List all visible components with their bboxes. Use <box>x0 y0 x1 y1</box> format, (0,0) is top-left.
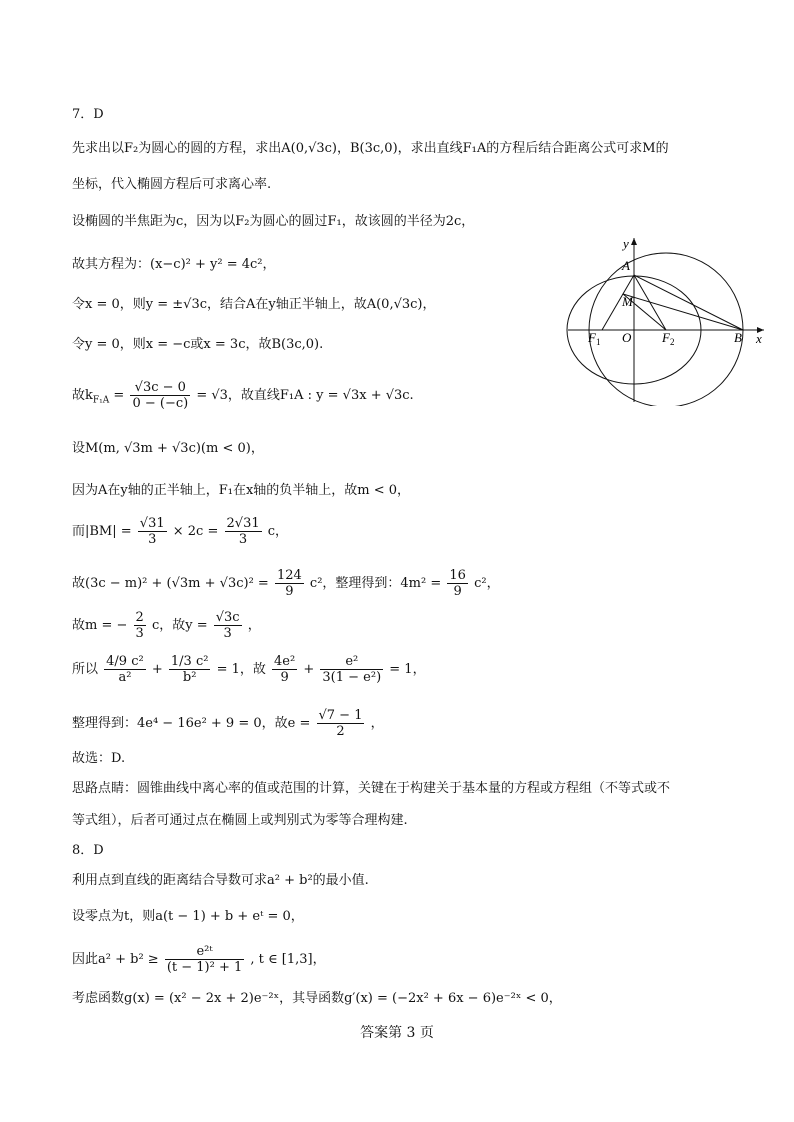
eq11-denominator-1: a² <box>118 670 132 685</box>
page-footer: 答案第 3 页 <box>360 1025 434 1041</box>
eq11-denominator-2: b² <box>182 670 197 685</box>
bm-fraction-2 <box>225 516 262 547</box>
problem7-tip-1: 思路点睛：圆锥曲线中离心率的值或范围的计算，关键在于构建关于基本量的方程或方程组（不等式或不 <box>72 781 671 796</box>
eq11-denominator-4: 3(1 − e²) <box>322 670 382 685</box>
eq11-fraction-2 <box>169 654 211 685</box>
bm-fraction-1 <box>138 516 167 547</box>
bm-post: c， <box>267 524 289 539</box>
bm-numerator-1: √31 <box>139 516 165 531</box>
eq11-fraction-4 <box>320 654 383 685</box>
problem7-step-12 <box>72 708 384 739</box>
eq11-numerator-2: 1/3 c² <box>170 654 209 669</box>
eq10-pre: 故m = − <box>72 618 128 633</box>
label-a: A <box>622 258 630 273</box>
slope-denominator: 0 − (−c) <box>132 396 189 411</box>
problem7-step-9 <box>72 568 500 599</box>
label-b: B <box>734 330 742 345</box>
label-f1 <box>587 330 600 347</box>
eq10-denominator-2: 3 <box>223 626 232 641</box>
eq9-numerator-2: 16 <box>449 568 466 583</box>
label-x: x <box>756 331 762 346</box>
label-o: O <box>622 330 632 345</box>
problem8-heading: 8．D <box>72 843 104 858</box>
eq9-fraction-1 <box>275 568 304 599</box>
problem7-intro-1: 先求出以F₂为圆心的圆的方程，求出A(0,√3c)，B(3c,0)，求出直线F₁A的方程后结合距离公式可求M的 <box>72 141 669 156</box>
eq11-pre: 所以 <box>72 662 99 677</box>
eq11-fraction-3 <box>272 654 297 685</box>
problem7-answer: 故选：D. <box>72 751 126 766</box>
ineq-fraction <box>165 944 244 975</box>
label-f2-letter: F <box>662 330 670 345</box>
eq11-mid: = 1，故 <box>216 662 266 677</box>
eq9-mid: c²，整理得到：4m² = <box>309 576 442 591</box>
problem8-step-1: 设零点为t，则a(t − 1) + b + eᵗ = 0， <box>72 909 304 924</box>
label-m: M <box>622 294 633 309</box>
eq11-post: = 1， <box>389 662 426 677</box>
problem7-step-5 <box>72 380 414 411</box>
eq10-fraction-1 <box>134 610 146 641</box>
eq9-pre: 故(3c − m)² + (√3m + √3c)² = <box>72 576 269 591</box>
eq9-denominator-2: 9 <box>453 584 462 599</box>
problem7-tip-2: 等式组），后者可通过点在椭圆上或判别式为零等合理构建. <box>72 813 408 828</box>
y-axis-arrow <box>631 238 637 245</box>
eq11-plus-2: + <box>303 662 315 677</box>
eq12-fraction <box>317 708 365 739</box>
eq9-post: c²， <box>474 576 500 591</box>
eq12-denominator: 2 <box>336 724 345 739</box>
eq11-plus: + <box>151 662 163 677</box>
eq10-post: ， <box>247 618 261 633</box>
problem7-heading: 7．D <box>72 107 104 122</box>
label-f1-letter: F <box>588 330 596 345</box>
slope-numerator: √3c − 0 <box>130 380 190 396</box>
problem7-intro-2: 坐标，代入椭圆方程后可求离心率. <box>72 177 272 192</box>
slope-subscript: F₁A <box>92 395 110 406</box>
eq10-denominator-1: 3 <box>135 626 144 641</box>
eq10-numerator-2: √3c <box>215 610 240 625</box>
problem8-step-3: 考虑函数g(x) = (x² − 2x + 2)e⁻²ˣ，其导函数g′(x) = (−2x² + 6x − 6)e⁻²ˣ < 0， <box>72 991 562 1006</box>
bm-label: 而|BM| = <box>72 524 132 539</box>
bm-denominator-2: 3 <box>238 532 248 547</box>
eq11-numerator-1: 4/9 c² <box>106 654 144 669</box>
slope-label: 故k <box>72 388 93 403</box>
ineq-denominator: (t − 1)² + 1 <box>166 960 243 975</box>
eq9-numerator-1: 124 <box>276 568 302 583</box>
problem7-step-7: 因为A在y轴的正半轴上，F₁在x轴的负半轴上，故m < 0， <box>72 483 411 498</box>
eq11-fraction-1 <box>104 654 146 685</box>
eq12-pre: 整理得到：4e⁴ − 16e² + 9 = 0，故e = <box>72 716 311 731</box>
label-y: y <box>623 236 629 251</box>
eq10-mid: c，故y = <box>151 618 208 633</box>
eq12-numerator: √7 − 1 <box>318 708 363 723</box>
eq12-post: ， <box>370 716 384 731</box>
problem8-step-2 <box>72 944 326 975</box>
slope-eq: = <box>113 388 125 403</box>
problem7-step-2: 故其方程为：(x−c)² + y² = 4c²， <box>72 257 276 272</box>
label-f1-sub: 1 <box>595 337 601 347</box>
label-f2-sub: 2 <box>669 337 675 347</box>
eq9-fraction-2 <box>447 568 468 599</box>
eq11-numerator-3: 4e² <box>274 654 296 669</box>
eq10-fraction-2 <box>214 610 242 641</box>
ineq-pre: 因此a² + b² ≥ <box>72 952 159 967</box>
eq11-denominator-3: 9 <box>280 670 289 685</box>
ellipse-circle-figure <box>566 236 770 406</box>
eq11-numerator-4: e² <box>320 654 383 670</box>
label-f2 <box>661 330 674 347</box>
problem7-step-10 <box>72 610 261 641</box>
problem7-step-1: 设椭圆的半焦距为c，因为以F₂为圆心的圆过F₁，故该圆的半径为2c， <box>72 214 475 229</box>
bm-denominator-1: 3 <box>148 532 157 547</box>
bm-mid: × 2c = <box>172 524 219 539</box>
eq10-numerator-1: 2 <box>135 610 144 625</box>
problem7-step-8 <box>72 516 288 547</box>
problem7-step-4: 令y = 0，则x = −c或x = 3c，故B(3c,0). <box>72 337 324 352</box>
slope-result: = √3，故直线F₁A : y = √3x + √3c. <box>196 388 414 403</box>
problem8-intro: 利用点到直线的距离结合导数可求a² + b²的最小值. <box>72 873 369 888</box>
problem7-step-6: 设M(m, √3m + √3c)(m < 0)， <box>72 441 264 456</box>
bm-numerator-2: 2√31 <box>226 516 260 531</box>
problem7-step-3: 令x = 0，则y = ±√3c，结合A在y轴正半轴上，故A(0,√3c)， <box>72 297 436 312</box>
problem7-step-11 <box>72 654 426 685</box>
slope-fraction <box>130 380 190 411</box>
eq9-denominator-1: 9 <box>285 584 294 599</box>
ineq-numerator: e²ᵗ <box>165 944 244 960</box>
ineq-post: , t ∈ [1,3]， <box>250 952 326 967</box>
